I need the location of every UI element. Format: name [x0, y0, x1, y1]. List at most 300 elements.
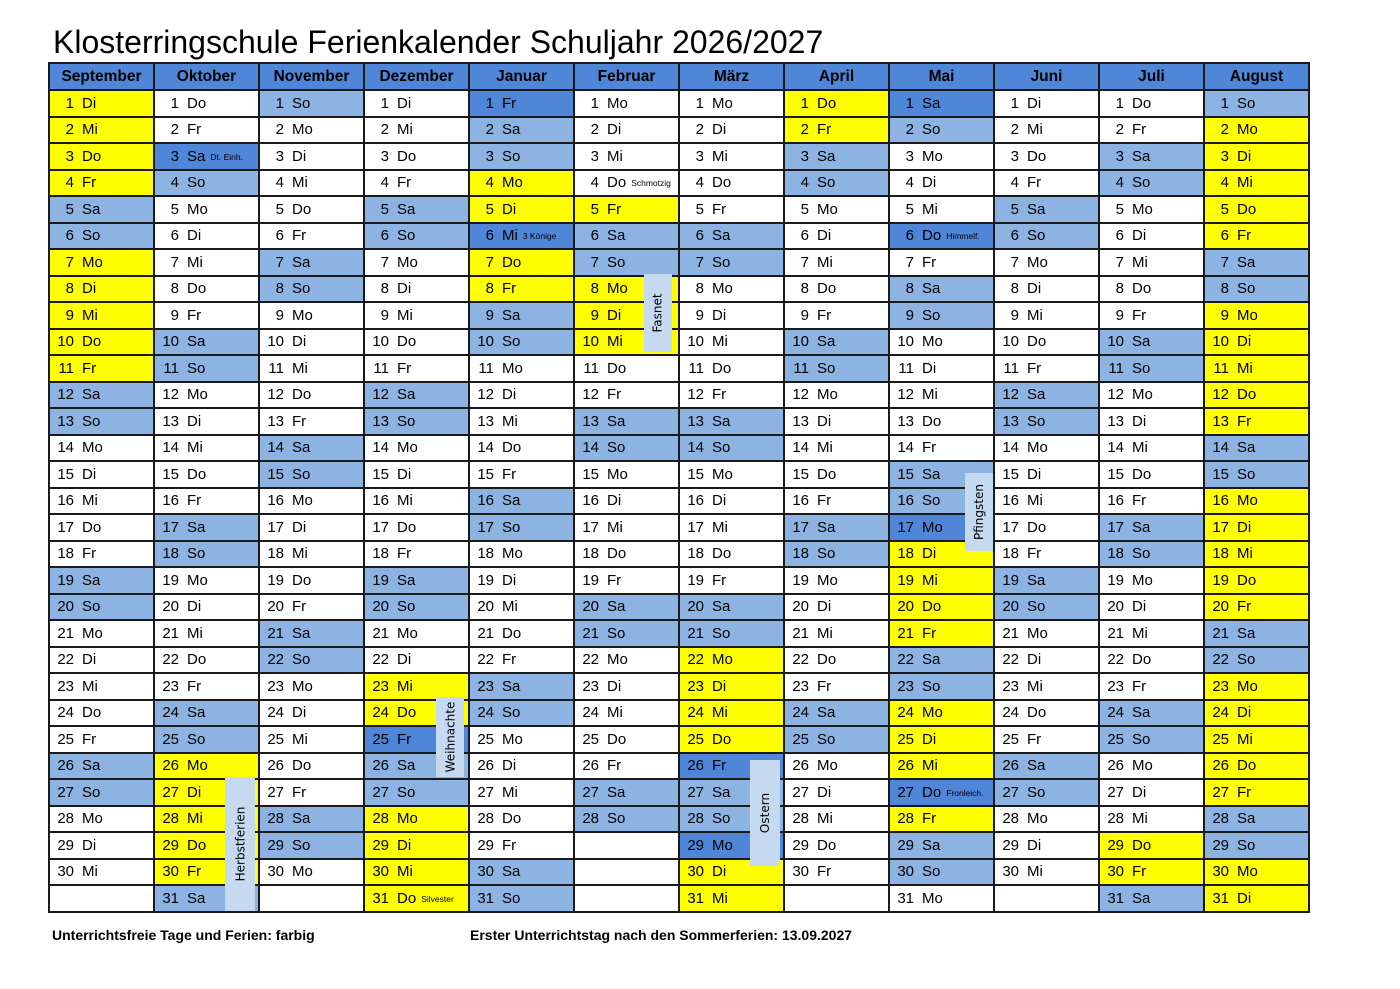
page-title: Klosterringschule Ferienkalender Schuljahr 2026/2027	[53, 24, 824, 60]
day-number: 13	[1107, 412, 1124, 430]
weekday-label: So	[1237, 651, 1256, 669]
day-number: 24	[57, 704, 74, 722]
day-number: 30	[477, 863, 494, 881]
day-number: 24	[162, 704, 179, 722]
weekday-label: So	[1027, 598, 1046, 616]
day-cell	[994, 408, 1099, 435]
day-cell	[679, 117, 784, 144]
weekday-label: Mi	[292, 174, 308, 192]
day-number: 27	[687, 783, 704, 801]
day-cell	[154, 143, 259, 170]
weekday-label: Sa	[292, 253, 311, 271]
day-cell	[784, 382, 889, 409]
day-number: 12	[477, 386, 494, 404]
weekday-label: Di	[502, 571, 517, 589]
day-number: 18	[372, 545, 389, 563]
day-cell	[1204, 90, 1309, 117]
weekday-label: Di	[502, 386, 517, 404]
day-number: 31	[1107, 889, 1124, 907]
day-cell	[574, 647, 679, 674]
month-header: Juli	[1099, 63, 1204, 90]
day-number: 23	[477, 677, 494, 695]
day-number: 3	[590, 147, 599, 165]
day-number: 3	[1115, 147, 1124, 165]
weekday-label: Mo	[187, 571, 208, 589]
day-cell	[784, 726, 889, 753]
day-cell	[679, 408, 784, 435]
day-cell	[574, 673, 679, 700]
day-cell	[49, 196, 154, 223]
day-number: 16	[162, 492, 179, 510]
day-number: 14	[1107, 439, 1124, 457]
holiday-note: Himmelf.	[946, 231, 980, 242]
weekday-label: Mo	[922, 333, 943, 351]
weekday-label: Sa	[187, 147, 206, 165]
day-number: 23	[1107, 677, 1124, 695]
day-number: 11	[268, 359, 284, 377]
day-cell	[259, 408, 364, 435]
weekday-label: Mi	[712, 889, 728, 907]
day-number: 21	[792, 624, 809, 642]
weekday-label: Sa	[1132, 704, 1151, 722]
day-cell	[1204, 567, 1309, 594]
day-number: 20	[1107, 598, 1124, 616]
weekday-label: Di	[1237, 889, 1252, 907]
day-number: 19	[582, 571, 599, 589]
day-cell	[364, 514, 469, 541]
table-row	[49, 435, 1309, 462]
day-cell	[1099, 673, 1204, 700]
day-number: 7	[65, 253, 74, 271]
day-cell	[679, 488, 784, 515]
day-cell	[679, 885, 784, 912]
weekday-label: Do	[187, 94, 207, 112]
day-cell	[994, 488, 1099, 515]
weekday-label: Fr	[397, 359, 412, 377]
weekday-label: Mi	[82, 677, 98, 695]
weekday-label: Di	[292, 518, 307, 536]
day-cell	[1204, 196, 1309, 223]
day-cell	[1204, 355, 1309, 382]
day-cell	[49, 647, 154, 674]
weekday-label: So	[502, 889, 521, 907]
day-cell	[784, 700, 889, 727]
weekday-label: Mi	[607, 333, 623, 351]
month-header: Oktober	[154, 63, 259, 90]
day-number: 24	[687, 704, 704, 722]
day-number: 9	[65, 306, 74, 324]
day-number: 21	[57, 624, 74, 642]
weekday-label: Sa	[922, 94, 941, 112]
day-cell	[469, 196, 574, 223]
weekday-label: Di	[397, 280, 412, 298]
table-row	[49, 143, 1309, 170]
day-cell	[1204, 408, 1309, 435]
day-cell	[259, 435, 364, 462]
day-number: 4	[275, 174, 284, 192]
weekday-label: Di	[922, 730, 937, 748]
day-cell	[784, 223, 889, 250]
day-cell	[679, 276, 784, 303]
day-cell	[1204, 514, 1309, 541]
weekday-label: Fr	[1132, 677, 1147, 695]
day-number: 26	[267, 757, 284, 775]
weekday-label: So	[502, 147, 521, 165]
day-number: 13	[57, 412, 74, 430]
day-number: 21	[1002, 624, 1019, 642]
pfingsten-label: Pfingsten	[965, 473, 993, 551]
weekday-label: So	[607, 810, 626, 828]
day-cell	[1204, 779, 1309, 806]
day-cell	[994, 329, 1099, 356]
day-number: 9	[1010, 306, 1019, 324]
day-number: 6	[1220, 227, 1229, 245]
day-cell	[889, 90, 994, 117]
day-number: 21	[477, 624, 494, 642]
day-number: 28	[687, 810, 704, 828]
weekday-label: Fr	[502, 651, 517, 669]
day-number: 2	[380, 121, 389, 139]
day-number: 18	[267, 545, 284, 563]
day-number: 22	[792, 651, 809, 669]
day-cell	[889, 832, 994, 859]
day-number: 24	[1107, 704, 1124, 722]
weekday-label: Do	[187, 465, 207, 483]
day-number: 8	[275, 280, 284, 298]
day-cell	[469, 90, 574, 117]
weekday-label: So	[397, 227, 416, 245]
day-number: 21	[162, 624, 179, 642]
day-cell	[259, 567, 364, 594]
day-cell	[469, 117, 574, 144]
day-cell	[574, 594, 679, 621]
day-cell	[1099, 276, 1204, 303]
weekday-label: Mo	[817, 200, 838, 218]
day-number: 15	[57, 465, 74, 483]
day-cell	[469, 488, 574, 515]
day-cell	[469, 885, 574, 912]
day-cell	[889, 779, 994, 806]
weekday-label: Sa	[502, 677, 521, 695]
weekday-label: Do	[502, 810, 522, 828]
day-number: 14	[1212, 439, 1229, 457]
day-cell	[154, 249, 259, 276]
weekday-label: Fr	[397, 545, 412, 563]
month-header: Mai	[889, 63, 994, 90]
day-number: 5	[380, 200, 389, 218]
weekday-label: Mo	[1132, 386, 1153, 404]
day-number: 2	[65, 121, 74, 139]
ostern-label: Ostern	[750, 760, 780, 866]
day-cell	[994, 594, 1099, 621]
weekday-label: Fr	[712, 200, 727, 218]
day-number: 28	[477, 810, 494, 828]
day-number: 27	[57, 783, 74, 801]
day-cell	[259, 620, 364, 647]
day-cell	[994, 117, 1099, 144]
day-number: 26	[162, 757, 179, 775]
weekday-label: So	[817, 545, 836, 563]
weekday-label: Sa	[1237, 253, 1256, 271]
weekday-label: Sa	[292, 624, 311, 642]
weekday-label: So	[1132, 545, 1151, 563]
weekday-label: Sa	[397, 757, 416, 775]
day-number: 2	[1010, 121, 1019, 139]
weekday-label: Fr	[1237, 227, 1252, 245]
weekday-label: Di	[1237, 518, 1252, 536]
weekday-label: Do	[502, 439, 522, 457]
day-number: 11	[163, 359, 179, 377]
day-number: 18	[1107, 545, 1124, 563]
day-cell	[259, 700, 364, 727]
day-number: 17	[162, 518, 179, 536]
weekday-label: Sa	[187, 704, 206, 722]
weekday-label: Do	[817, 465, 837, 483]
day-number: 19	[57, 571, 74, 589]
day-number: 30	[1212, 863, 1229, 881]
day-cell	[574, 90, 679, 117]
weekday-label: Fr	[1027, 545, 1042, 563]
day-number: 11	[58, 359, 74, 377]
day-number: 5	[65, 200, 74, 218]
day-cell	[469, 647, 574, 674]
weekday-label: Fr	[1132, 863, 1147, 881]
weekday-label: Di	[817, 412, 832, 430]
weekday-label: Mi	[712, 147, 728, 165]
day-cell	[1099, 514, 1204, 541]
day-number: 15	[687, 465, 704, 483]
day-number: 12	[372, 386, 389, 404]
weekday-label: Do	[1237, 757, 1257, 775]
day-number: 2	[905, 121, 914, 139]
day-cell	[364, 673, 469, 700]
day-cell	[994, 355, 1099, 382]
day-cell	[574, 170, 679, 197]
day-number: 7	[695, 253, 704, 271]
day-cell	[259, 461, 364, 488]
day-cell	[889, 170, 994, 197]
day-number: 28	[372, 810, 389, 828]
day-cell	[1099, 249, 1204, 276]
day-cell	[469, 806, 574, 833]
weekday-label: Do	[607, 730, 627, 748]
weekday-label: Mi	[817, 439, 833, 457]
weekday-label: So	[1027, 227, 1046, 245]
weekday-label: Do	[292, 200, 312, 218]
weekday-label: Mi	[82, 306, 98, 324]
weekday-label: Sa	[397, 200, 416, 218]
day-cell	[259, 594, 364, 621]
day-cell	[784, 620, 889, 647]
day-number: 30	[687, 863, 704, 881]
day-cell	[469, 567, 574, 594]
herbstferien-label: Herbstferien	[225, 777, 255, 911]
weekday-label: Sa	[817, 704, 836, 722]
day-cell	[574, 382, 679, 409]
day-cell	[364, 249, 469, 276]
day-number: 19	[792, 571, 809, 589]
day-cell	[994, 541, 1099, 568]
weekday-label: Mo	[502, 545, 523, 563]
day-cell	[994, 700, 1099, 727]
day-number: 11	[583, 359, 599, 377]
weekday-label: Do	[1132, 465, 1152, 483]
day-number: 29	[57, 836, 74, 854]
day-number: 10	[582, 333, 599, 351]
weekday-label: Di	[607, 121, 622, 139]
weekday-label: Di	[292, 147, 307, 165]
table-row	[49, 408, 1309, 435]
day-cell	[889, 196, 994, 223]
day-number: 16	[372, 492, 389, 510]
day-number: 27	[162, 783, 179, 801]
table-row	[49, 302, 1309, 329]
day-cell	[574, 355, 679, 382]
day-number: 6	[1010, 227, 1019, 245]
day-cell	[679, 435, 784, 462]
weekday-label: Fr	[1132, 121, 1147, 139]
day-cell	[784, 170, 889, 197]
day-number: 2	[590, 121, 599, 139]
weekday-label: Di	[187, 227, 202, 245]
weekday-label: Sa	[712, 412, 731, 430]
day-number: 17	[477, 518, 494, 536]
day-cell	[469, 408, 574, 435]
day-cell	[1099, 355, 1204, 382]
day-cell	[574, 567, 679, 594]
day-number: 29	[687, 836, 704, 854]
weekday-label: Fr	[502, 94, 517, 112]
day-number: 7	[380, 253, 389, 271]
day-number: 29	[162, 836, 179, 854]
day-number: 25	[687, 730, 704, 748]
weekday-label: So	[292, 280, 311, 298]
day-number: 25	[897, 730, 914, 748]
day-cell	[469, 700, 574, 727]
weekday-label: Fr	[607, 757, 622, 775]
weekday-label: Do	[922, 412, 942, 430]
day-number: 5	[905, 200, 914, 218]
weekday-label: Mo	[922, 704, 943, 722]
weekday-label: Mo	[1237, 677, 1258, 695]
day-cell	[49, 806, 154, 833]
month-header: Februar	[574, 63, 679, 90]
day-cell	[49, 143, 154, 170]
day-number: 13	[582, 412, 599, 430]
weekday-label: So	[187, 545, 206, 563]
weekday-label: Mi	[502, 598, 518, 616]
day-number: 23	[1002, 677, 1019, 695]
day-number: 19	[1212, 571, 1229, 589]
day-number: 20	[792, 598, 809, 616]
day-number: 18	[162, 545, 179, 563]
day-number: 30	[897, 863, 914, 881]
day-cell	[679, 329, 784, 356]
day-cell	[1204, 435, 1309, 462]
weekday-label: Do	[922, 227, 942, 245]
weekday-label: So	[397, 598, 416, 616]
day-number: 2	[1220, 121, 1229, 139]
day-cell	[154, 355, 259, 382]
day-number: 12	[57, 386, 74, 404]
weekday-label: Di	[712, 677, 727, 695]
weekday-label: So	[712, 624, 731, 642]
day-number: 19	[267, 571, 284, 589]
weekday-label: Sa	[817, 518, 836, 536]
day-number: 22	[477, 651, 494, 669]
day-number: 17	[897, 518, 914, 536]
day-cell	[1099, 753, 1204, 780]
day-cell	[49, 461, 154, 488]
day-number: 5	[695, 200, 704, 218]
day-number: 14	[582, 439, 599, 457]
day-cell	[679, 647, 784, 674]
day-cell	[469, 355, 574, 382]
day-number: 4	[1010, 174, 1019, 192]
day-cell	[154, 673, 259, 700]
weekday-label: Sa	[82, 757, 101, 775]
day-cell	[994, 435, 1099, 462]
weekday-label: Di	[922, 359, 937, 377]
day-number: 29	[897, 836, 914, 854]
day-cell	[259, 885, 364, 912]
weekday-label: Mi	[397, 492, 413, 510]
holiday-note: Dt. Einh.	[210, 151, 243, 162]
day-cell	[1204, 806, 1309, 833]
day-cell	[889, 435, 994, 462]
day-cell	[784, 435, 889, 462]
weekday-label: Sa	[1237, 624, 1256, 642]
weekday-label: Mo	[712, 94, 733, 112]
weekday-label: Di	[82, 651, 97, 669]
day-cell	[49, 117, 154, 144]
weekday-label: Do	[502, 624, 522, 642]
weekday-label: Mi	[1132, 810, 1148, 828]
day-number: 29	[792, 836, 809, 854]
day-cell	[49, 302, 154, 329]
day-cell	[364, 567, 469, 594]
weekday-label: Di	[1027, 465, 1042, 483]
day-number: 14	[687, 439, 704, 457]
day-cell	[1099, 594, 1204, 621]
day-cell	[259, 647, 364, 674]
day-number: 13	[162, 412, 179, 430]
day-cell	[469, 329, 574, 356]
weekday-label: Di	[82, 94, 97, 112]
weekday-label: Mi	[1027, 492, 1043, 510]
day-cell	[889, 647, 994, 674]
day-number: 26	[1107, 757, 1124, 775]
day-number: 2	[485, 121, 494, 139]
month-header: November	[259, 63, 364, 90]
weekday-label: Sa	[607, 227, 626, 245]
day-number: 18	[687, 545, 704, 563]
day-cell	[49, 620, 154, 647]
weekday-label: Fr	[397, 730, 412, 748]
day-cell	[784, 355, 889, 382]
weekday-label: Mi	[1027, 863, 1043, 881]
day-number: 23	[372, 677, 389, 695]
day-number: 29	[1002, 836, 1019, 854]
day-cell	[154, 461, 259, 488]
day-number: 3	[65, 147, 74, 165]
weekday-label: So	[502, 333, 521, 351]
weekday-label: So	[1237, 465, 1256, 483]
weekday-label: Do	[712, 359, 732, 377]
day-number: 3	[695, 147, 704, 165]
day-number: 15	[897, 465, 914, 483]
weekday-label: Di	[1027, 94, 1042, 112]
